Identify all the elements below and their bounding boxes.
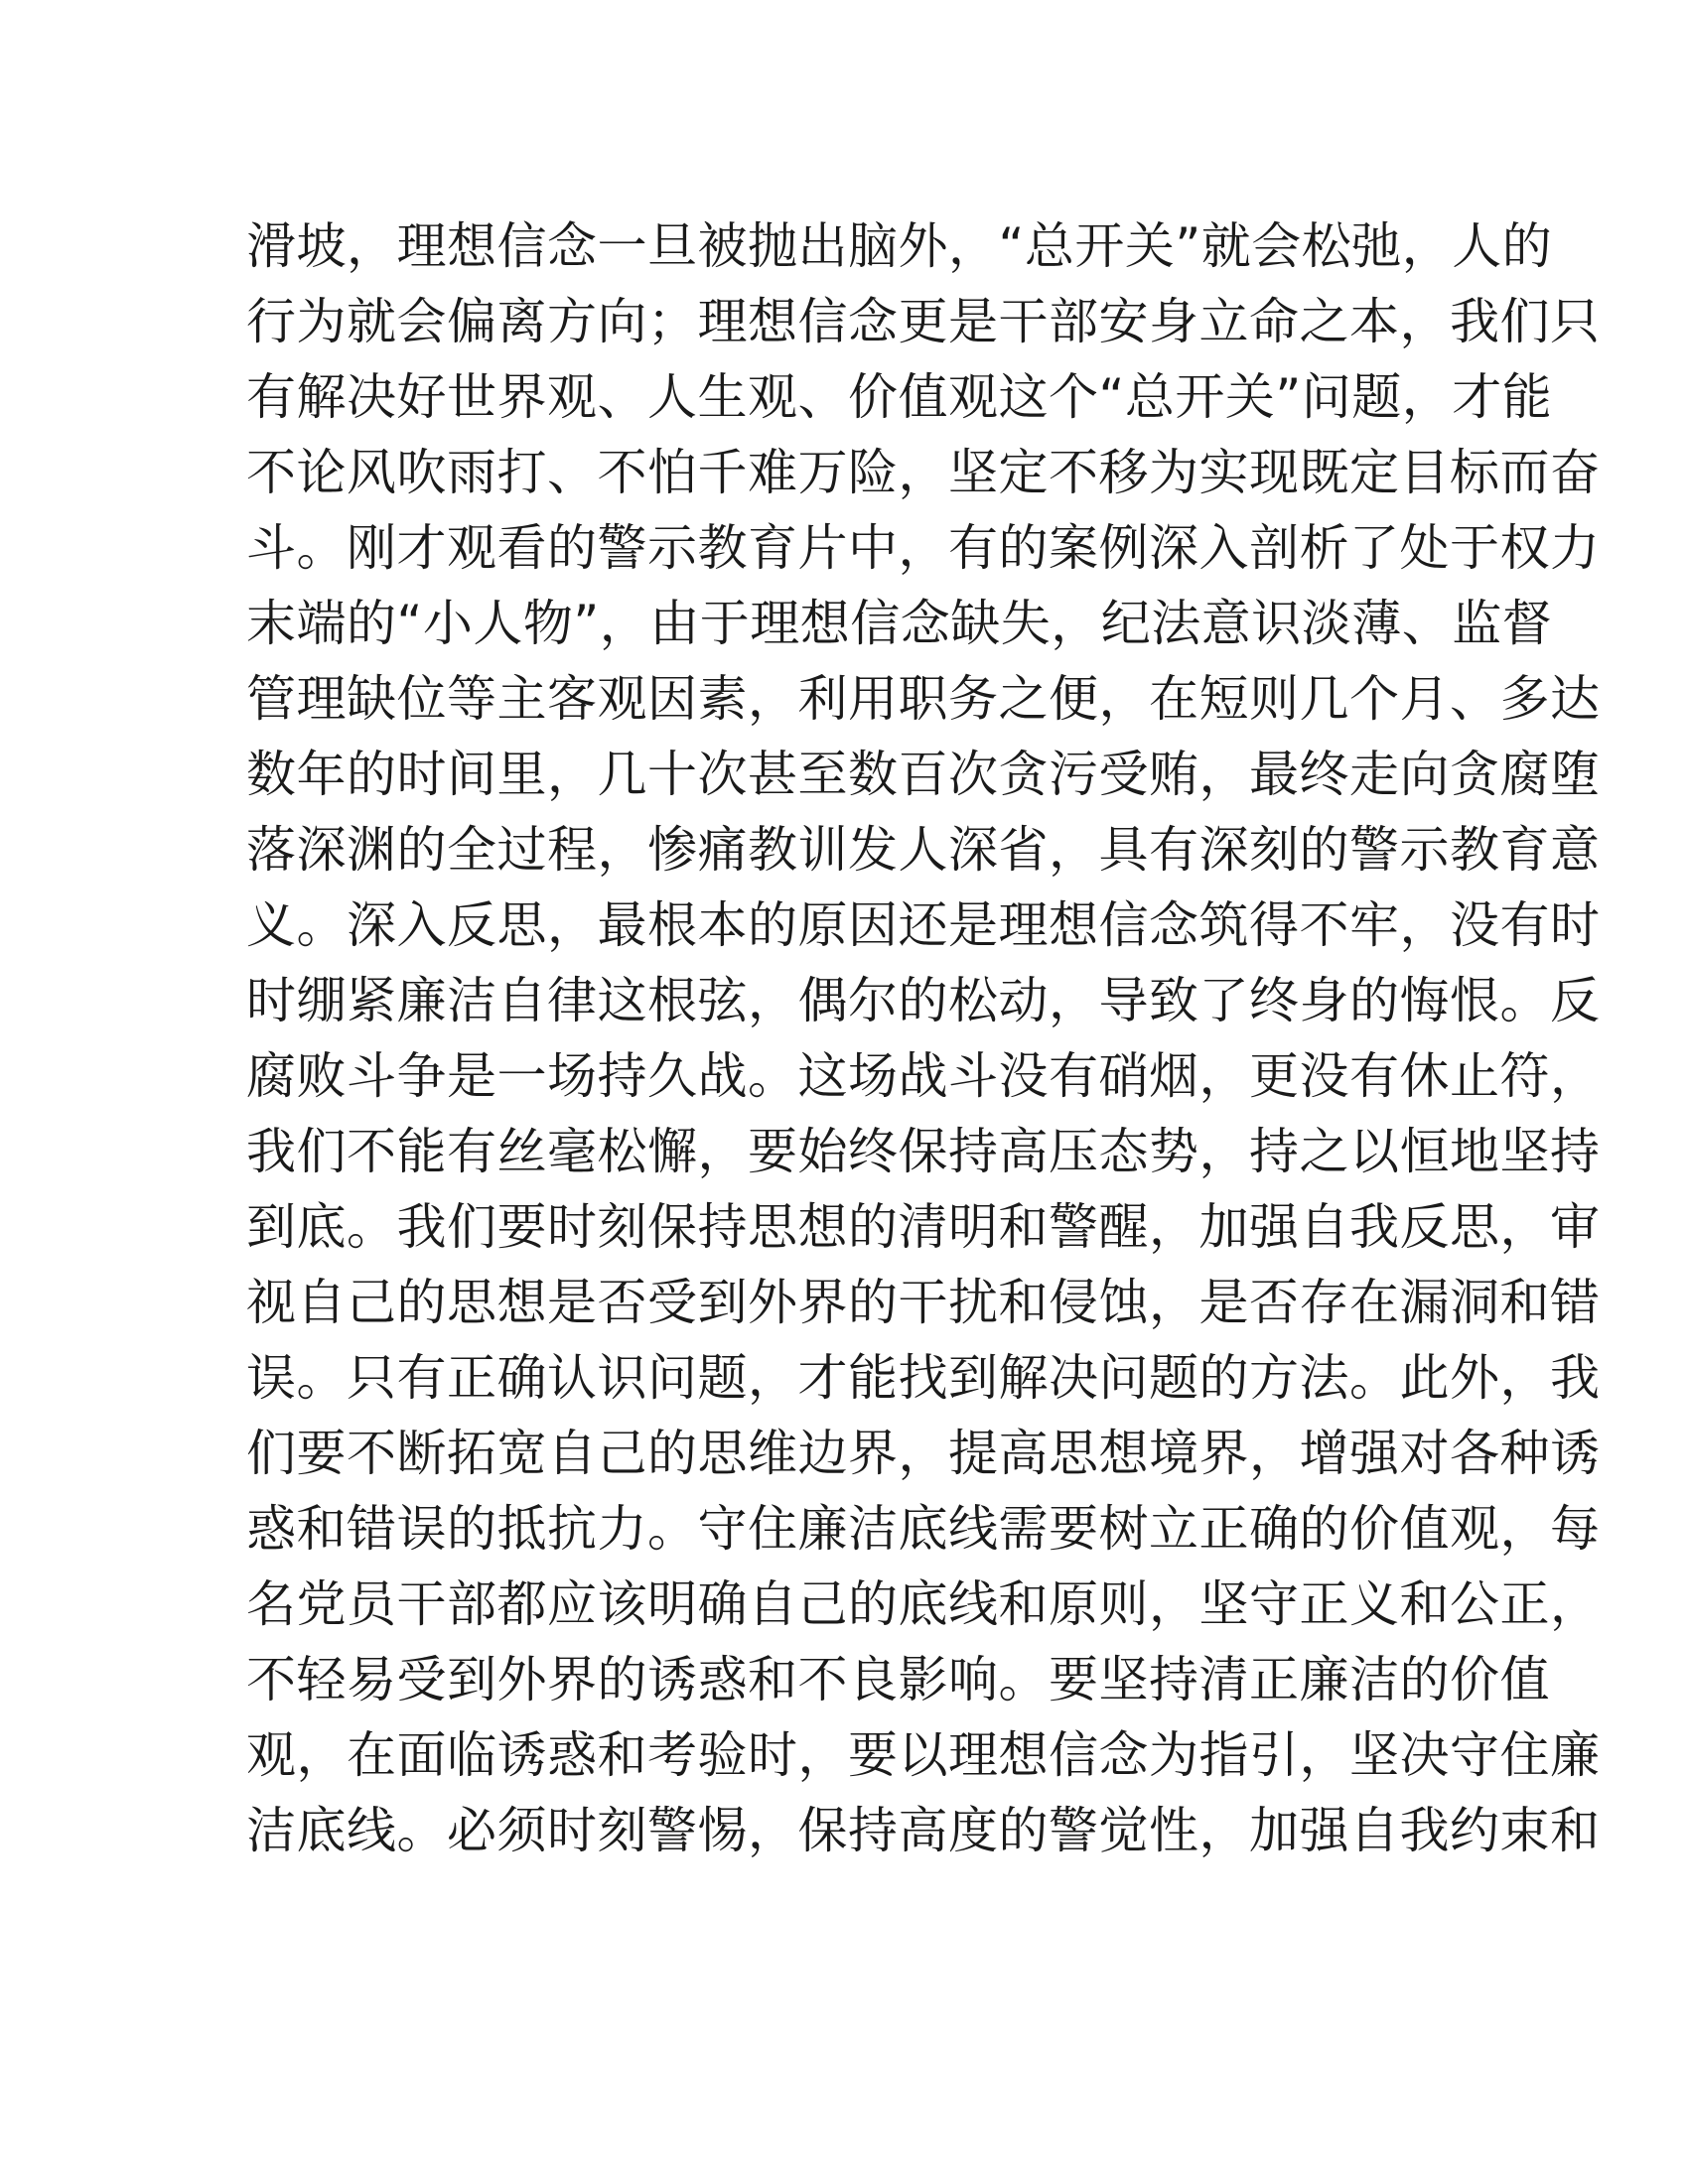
text-line: 有解决好世界观、人生观、价值观这个“总开关”问题，才能	[246, 368, 1553, 426]
text-line: 数年的时间里，几十次甚至数百次贪污受贿，最终走向贪腐堕	[246, 746, 1601, 803]
text-line: 惑和错误的抵抗力。守住廉洁底线需要树立正确的价值观，每	[246, 1500, 1601, 1558]
body-paragraph	[246, 208, 1601, 1868]
text-line: 观，在面临诱惑和考验时，要以理想信念为指引，坚决守住廉	[246, 1726, 1601, 1784]
text-line: 视自己的思想是否受到外界的干扰和侵蚀，是否存在漏洞和错	[246, 1274, 1601, 1331]
text-line: 名党员干部都应该明确自己的底线和原则，坚守正义和公正，	[246, 1575, 1601, 1633]
text-line: 管理缺位等主客观因素，利用职务之便，在短则几个月、多达	[246, 670, 1601, 728]
text-line: 不论风吹雨打、不怕千难万险，坚定不移为实现既定目标而奋	[246, 444, 1601, 501]
text-line: 滑坡，理想信念一旦被抛出脑外，“总开关”就会松弛，人的	[246, 217, 1553, 275]
text-line: 到底。我们要时刻保持思想的清明和警醒，加强自我反思，审	[246, 1198, 1601, 1256]
text-line: 行为就会偏离方向；理想信念更是干部安身立命之本，我们只	[246, 293, 1601, 350]
text-line: 斗。刚才观看的警示教育片中，有的案例深入剖析了处于权力	[246, 519, 1601, 577]
text-line: 腐败斗争是一场持久战。这场战斗没有硝烟，更没有休止符，	[246, 1047, 1601, 1105]
text-line: 末端的“小人物”，由于理想信念缺失，纪法意识淡薄、监督	[246, 595, 1553, 652]
text-line: 误。只有正确认识问题，才能找到解决问题的方法。此外，我	[246, 1349, 1601, 1407]
text-line: 不轻易受到外界的诱惑和不良影响。要坚持清正廉洁的价值	[246, 1651, 1550, 1708]
text-line: 义。深入反思，最根本的原因还是理想信念筑得不牢，没有时	[246, 896, 1601, 954]
text-line: 落深渊的全过程，惨痛教训发人深省，具有深刻的警示教育意	[246, 821, 1601, 879]
text-line: 们要不断拓宽自己的思维边界，提高思想境界，增强对各种诱	[246, 1425, 1601, 1482]
text-line: 洁底线。必须时刻警惕，保持高度的警觉性，加强自我约束和	[246, 1802, 1601, 1859]
text-line: 时绷紧廉洁自律这根弦，偶尔的松动，导致了终身的悔恨。反	[246, 972, 1601, 1029]
text-line: 我们不能有丝毫松懈，要始终保持高压态势，持之以恒地坚持	[246, 1123, 1601, 1180]
